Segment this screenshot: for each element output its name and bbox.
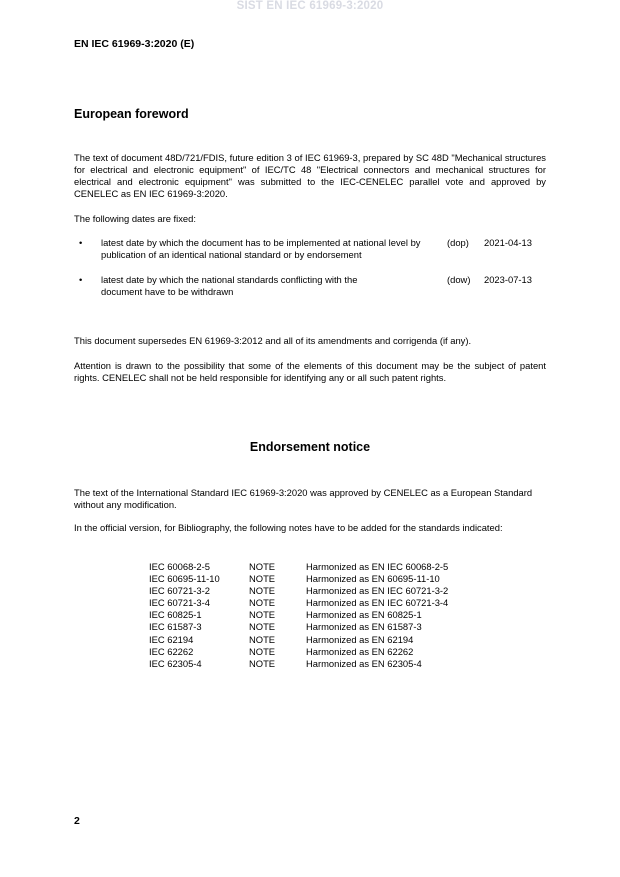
watermark: SIST EN IEC 61969-3:2020 [236,0,384,12]
standard-number: IEC 62305-4 [149,657,202,669]
note-label: NOTE [249,561,276,572]
foreword-intro-paragraph: The text of document 48D/721/FDIS, future edition 3 of IEC 61969-3, prepared by SC 48D "Mechanical structures for electrical and electronic equipment" of IEC/TC 48 "Electrical connectors and mechanical structures for electrical and electronic equipment" was submitted to the IEC-CENELEC parallel vote and approved by CENELEC as EN IEC 61969-3:2020. [74,152,546,200]
endorsement-intro-paragraph: The text of the International Standard IEC 61969-3:2020 was approved by CENELEC as a European Standard without any modification. [74,487,533,511]
date-item-dow [0,274,620,300]
harmonized-standards-table [149,561,479,670]
foreword-heading: European foreword [74,107,189,121]
harmonized-as: Harmonized as EN 61587-3 [306,621,422,633]
note-label: NOTE [249,645,276,657]
standard-number: IEC 60721-3-2 [149,585,210,597]
standard-number: IEC 60695-11-10 [149,573,220,585]
table-row [149,585,479,597]
harmonized-as: Harmonized as EN IEC 60721-3-2 [306,585,449,597]
harmonized-as: Harmonized as EN 62262 [306,645,414,657]
harmonized-as: Harmonized as EN 62305-4 [306,657,422,669]
table-row [149,646,479,658]
harmonized-as: Harmonized as EN IEC 60721-3-4 [306,597,449,609]
note-label: NOTE [249,597,276,609]
table-row [149,658,479,670]
table-row [149,561,479,573]
note-label: NOTE [249,573,276,585]
table-row [149,573,479,585]
table-row [149,621,479,633]
note-label: NOTE [249,657,276,669]
date-item-date: 2021-04-13 [484,237,532,248]
bullet-marker: • [79,237,83,248]
date-item-code: (dow) [447,274,471,285]
table-row [149,634,479,646]
standard-number: IEC 60825-1 [149,609,202,621]
standard-number: IEC 62194 [149,633,194,645]
date-item-text: latest date by which the national standards conflicting with the document have to be withdrawn [101,274,358,298]
date-item-code: (dop) [447,237,469,248]
dates-intro: The following dates are fixed: [74,213,196,224]
note-label: NOTE [249,621,276,633]
attention-paragraph: Attention is drawn to the possibility that some of the elements of this document may be the subject of patent rights. CENELEC shall not be held responsible for identifying any or all such patent rights. [74,360,546,384]
supersedes-paragraph: This document supersedes EN 61969-3:2012 and all of its amendments and corrigenda (if any). [74,335,472,346]
harmonized-as: Harmonized as EN 60825-1 [306,609,422,621]
bibliography-note-paragraph: In the official version, for Bibliography, the following notes have to be added for the standards indicated: [74,522,503,533]
note-label: NOTE [249,609,276,621]
harmonized-as: Harmonized as EN IEC 60068-2-5 [306,561,449,572]
document-id: EN IEC 61969-3:2020 (E) [74,38,195,50]
endorsement-heading: Endorsement notice [249,440,371,454]
standard-number: IEC 60068-2-5 [149,561,210,572]
table-row [149,597,479,609]
date-item-dop [0,237,620,263]
harmonized-as: Harmonized as EN 60695-11-10 [306,573,440,585]
standard-number: IEC 61587-3 [149,621,202,633]
standard-number: IEC 60721-3-4 [149,597,210,609]
note-label: NOTE [249,585,276,597]
harmonized-as: Harmonized as EN 62194 [306,633,414,645]
bullet-marker: • [79,274,83,285]
date-item-date: 2023-07-13 [484,274,532,285]
table-row [149,609,479,621]
date-item-text: latest date by which the document has to be implemented at national level by publication of an identical national standard or by endorsement [101,237,421,261]
note-label: NOTE [249,633,276,645]
page-number: 2 [74,815,80,827]
standard-number: IEC 62262 [149,645,194,657]
